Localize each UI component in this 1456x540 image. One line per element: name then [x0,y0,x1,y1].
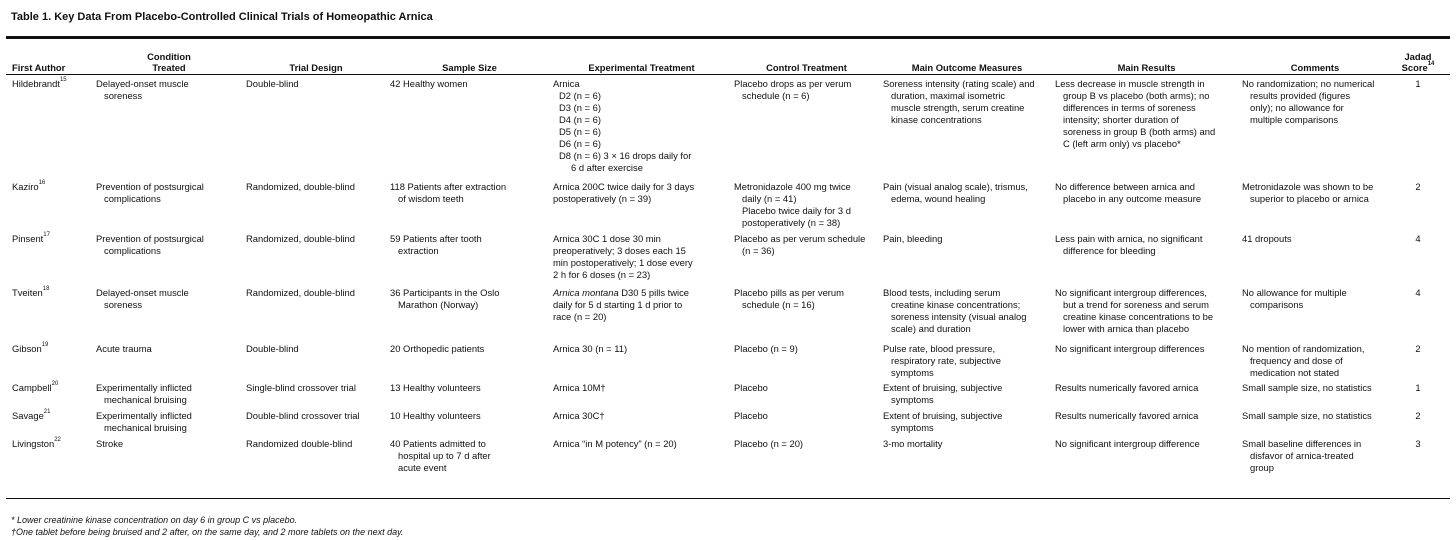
cell-author [12,75,94,181]
trials-table [12,42,1446,482]
cell-score: 2 [1415,181,1421,192]
text-line: Experimentally inflicted [96,410,192,421]
text-line: Arnica 30C† [553,410,605,421]
cell-experimental [551,75,732,181]
text-line: duration, maximal isometric [891,90,1006,101]
text-line: 10 Healthy volunteers [390,410,481,421]
text-line: Less decrease in muscle strength in [1055,78,1205,89]
col-header-jadad: Jadad Score$^{14}$ [1401,51,1435,73]
text-line: of wisdom teeth [398,193,464,204]
text-line: disfavor of arnica-treated [1250,450,1354,461]
cell-comments [1240,233,1390,287]
text-line: Delayed-onset muscle [96,78,189,89]
reference-number: 21 [43,409,51,415]
cell-author [12,382,94,410]
cell-author [12,233,94,287]
text-line: scale) and duration [891,323,971,334]
text-line: Prevention of postsurgical [96,181,204,192]
text-line: 2 h for 6 doses (n = 23) [553,269,651,280]
cell-outcome [881,410,1053,438]
cell-experimental [551,410,732,438]
cell-sample [388,382,551,410]
reference-number: 19 [41,342,49,348]
text-line: intensity; shorter duration of [1063,114,1179,125]
text-line: D5 (n = 6) [559,126,601,137]
cell-author [12,410,94,438]
text-line: 20 Orthopedic patients [390,343,485,354]
cell-experimental [551,382,732,410]
text-line: group B vs placebo (both arms); no [1063,90,1210,101]
text-line: race (n = 20) [553,311,607,322]
cell-experimental [551,287,732,343]
cell-sample [388,438,551,482]
text-line: (n = 36) [742,245,775,256]
text-line: schedule (n = 6) [742,90,810,101]
text-line: D6 (n = 6) [559,138,601,149]
text-line: C (left arm only) vs placebo* [1063,138,1181,149]
author-name: Hildebrandt [12,78,60,89]
cell-score: 1 [1415,78,1421,89]
text-line: Metronidazole 400 mg twice [734,181,851,192]
author-name: Tveiten [12,287,43,298]
text-line: Arnica “in M potency” (n = 20) [553,438,677,449]
text-line: Placebo twice daily for 3 d [742,205,851,216]
cell-condition [94,75,244,181]
col-header-results: Main Results [1117,62,1176,73]
text-line: multiple comparisons [1250,114,1339,125]
cell-score: 1 [1415,382,1421,393]
cell-design: Single-blind crossover trial [246,382,356,393]
cell-outcome [881,233,1053,287]
text-line: Pain (visual analog scale), trismus, [883,181,1028,192]
text-line: Extent of bruising, subjective [883,382,1003,393]
table-row [12,181,1446,233]
text-line: respiratory rate, subjective [891,355,1001,366]
cell-condition [94,233,244,287]
text-line: acute event [398,462,447,473]
cell-design: Double-blind crossover trial [246,410,360,421]
text-line: 42 Healthy women [390,78,468,89]
cell-comments [1240,438,1390,482]
table-title: Table 1. Key Data From Placebo-Controlled Clinical Trials of Homeopathic Arnica [11,11,433,23]
cell-author [12,287,94,343]
text-line: Arnica [553,78,580,89]
author-name: Kaziro [12,181,39,192]
text-line: postoperatively (n = 39) [553,193,652,204]
cell-condition [94,410,244,438]
cell-experimental [551,438,732,482]
text-line: lower with arnica than placebo [1063,323,1190,334]
text-line: placebo in any outcome measure [1063,193,1202,204]
cell-score: 4 [1415,287,1421,298]
cell-design: Randomized, double-blind [246,181,355,192]
cell-comments [1240,410,1390,438]
text-line: hospital up to 7 d after [398,450,491,461]
text-line: Small baseline differences in [1242,438,1362,449]
text-line: 6 d after exercise [571,162,643,173]
cell-experimental [551,343,732,382]
text-line: muscle strength, serum creatine [891,102,1025,113]
text-line: symptoms [891,422,934,433]
author-name: Savage [12,410,44,421]
cell-sample [388,410,551,438]
cell-results [1053,343,1240,382]
reference-number: 15 [59,77,67,83]
cell-score: 2 [1415,343,1421,354]
text-line: Placebo [734,410,768,421]
cell-design: Randomized, double-blind [246,233,355,244]
cell-score: 2 [1415,410,1421,421]
header-row [12,42,1446,75]
text-line: No significant intergroup differences [1055,343,1205,354]
reference-number: 20 [51,381,59,387]
col-header-condition: Condition Treated [147,51,191,73]
cell-results [1053,181,1240,233]
text-line: D8 (n = 6) 3 × 16 drops daily for [559,150,692,161]
cell-comments [1240,181,1390,233]
cell-results [1053,75,1240,181]
cell-results [1053,410,1240,438]
cell-results [1053,382,1240,410]
text-line: 3-mo mortality [883,438,943,449]
text-line: soreness in group B (both arms) and [1063,126,1216,137]
text-line: No allowance for multiple [1242,287,1347,298]
text-line: Stroke [96,438,124,449]
text-line: 13 Healthy volunteers [390,382,481,393]
text-line: D30 5 pills twice [618,287,690,298]
cell-control [732,438,881,482]
cell-comments [1240,75,1390,181]
text-line: results provided (figures [1250,90,1351,101]
text-line: Results numerically favored arnica [1055,382,1199,393]
text-line: group [1250,462,1274,473]
text-line: soreness [104,90,143,101]
text-line: Arnica 30 (n = 11) [553,343,628,354]
text-line: schedule (n = 16) [742,299,815,310]
text-line: Metronidazole was shown to be [1242,181,1374,192]
cell-condition [94,438,244,482]
cell-design: Randomized double-blind [246,438,353,449]
cell-author [12,438,94,482]
bottom-rule [6,498,1450,499]
cell-comments [1240,287,1390,343]
cell-sample [388,233,551,287]
text-line: differences in terms of soreness [1063,102,1196,113]
text-line: Delayed-onset muscle [96,287,189,298]
col-header-experimental: Experimental Treatment [588,62,695,73]
cell-condition [94,382,244,410]
text-line: No difference between arnica and [1055,181,1196,192]
text-line: preoperatively; 3 doses each 15 [553,245,686,256]
cell-condition [94,287,244,343]
col-header-author: First Author [12,62,66,73]
text-line: 41 dropouts [1242,233,1292,244]
text-line: Experimentally inflicted [96,382,192,393]
text-line: creatine kinase concentrations; [891,299,1021,310]
text-line: kinase concentrations [891,114,982,125]
text-line: Soreness intensity (rating scale) and [883,78,1035,89]
cell-outcome [881,438,1053,482]
cell-outcome [881,181,1053,233]
text-line: Arnica 30C 1 dose 30 min [553,233,661,244]
text-line: daily for 5 d starting 1 d prior to [553,299,683,310]
table-row [12,75,1446,181]
text-line: soreness [104,299,143,310]
text-line: D2 (n = 6) [559,90,601,101]
cell-control [732,233,881,287]
table-row [12,287,1446,343]
text-line: but a trend for soreness and serum [1063,299,1209,310]
cell-control [732,382,881,410]
top-rule [6,36,1450,39]
text-line: 118 Patients after extraction [390,181,507,192]
text-line: D4 (n = 6) [559,114,601,125]
cell-design: Double-blind [246,343,299,354]
text-line: symptoms [891,367,934,378]
table-row [12,233,1446,287]
cell-comments [1240,343,1390,382]
text-line: Placebo pills as per verum [734,287,844,298]
reference-number: 16 [38,180,46,186]
text-line: complications [104,193,161,204]
author-name: Gibson [12,343,42,354]
text-line: Arnica 200C twice daily for 3 days [553,181,695,192]
col-header-outcome: Main Outcome Measures [911,62,1023,73]
text-line: edema, wound healing [891,193,986,204]
cell-condition [94,343,244,382]
author-name: Livingston [12,438,55,449]
text-line: soreness intensity (visual analog [891,311,1027,322]
cell-design: Randomized, double-blind [246,287,355,298]
text-line: Placebo [734,382,768,393]
text-line: difference for bleeding [1063,245,1156,256]
cell-experimental [551,181,732,233]
text-line: Small sample size, no statistics [1242,410,1372,421]
text-line: mechanical bruising [104,422,187,433]
col-header-sample: Sample Size [442,62,497,73]
species-name: Arnica montana [553,287,619,298]
cell-outcome [881,382,1053,410]
text-line: D3 (n = 6) [559,102,601,113]
cell-sample [388,343,551,382]
text-line: creatine kinase concentrations to be [1063,311,1214,322]
text-line: min postoperatively; 1 dose every [553,257,693,268]
text-line: 36 Participants in the Oslo [390,287,500,298]
cell-sample [388,181,551,233]
text-line: Acute trauma [96,343,152,354]
reference-number: 22 [54,437,61,443]
text-line: frequency and dose of [1250,355,1343,366]
text-line: No randomization; no numerical [1242,78,1375,89]
text-line: Placebo drops as per verum [734,78,852,89]
text-line: Placebo (n = 20) [734,438,804,449]
text-line: Pain, bleeding [883,233,943,244]
text-line: complications [104,245,161,256]
text-line: No mention of randomization, [1242,343,1365,354]
cell-score: 4 [1415,233,1421,244]
col-header-comments: Comments [1290,62,1340,73]
cell-experimental [551,233,732,287]
text-line: Blood tests, including serum [883,287,1001,298]
text-line: No significant intergroup differences, [1055,287,1207,298]
author-name: Campbell [12,382,52,393]
col-header-control: Control Treatment [766,62,847,73]
text-line: extraction [398,245,439,256]
cell-author [12,343,94,382]
reference-number: 17 [43,232,50,238]
text-line: Less pain with arnica, no significant [1055,233,1203,244]
author-name: Pinsent [12,233,44,244]
text-line: Placebo as per verum schedule [734,233,866,244]
text-line: Placebo (n = 9) [734,343,798,354]
cell-control [732,410,881,438]
text-line: 40 Patients admitted to [390,438,486,449]
cell-condition [94,181,244,233]
text-line: mechanical bruising [104,394,187,405]
text-line: Arnica 10M† [553,382,606,393]
cell-score: 3 [1415,438,1421,449]
cell-sample [388,287,551,343]
table-row [12,410,1446,438]
text-line: superior to placebo or arnica [1250,193,1369,204]
cell-outcome [881,343,1053,382]
text-line: comparisons [1250,299,1304,310]
cell-sample [388,75,551,181]
cell-control [732,287,881,343]
cell-results [1053,233,1240,287]
cell-author [12,181,94,233]
text-line: medication not stated [1250,367,1340,378]
cell-comments [1240,382,1390,410]
text-line: 59 Patients after tooth [390,233,482,244]
cell-control [732,343,881,382]
table-row [12,438,1446,482]
text-line: Pulse rate, blood pressure, [883,343,996,354]
col-header-design: Trial Design [289,62,343,73]
text-line: Marathon (Norway) [398,299,479,310]
table-row [12,382,1446,410]
cell-design: Double-blind [246,78,299,89]
table-row [12,343,1446,382]
text-line: symptoms [891,394,934,405]
text-line: Extent of bruising, subjective [883,410,1003,421]
text-line: No significant intergroup difference [1055,438,1200,449]
cell-outcome [881,287,1053,343]
text-line: daily (n = 41) [742,193,797,204]
text-line: postoperatively (n = 38) [742,217,841,228]
cell-results [1053,287,1240,343]
cell-results [1053,438,1240,482]
text-line: Small sample size, no statistics [1242,382,1372,393]
footnote-asterisk: * Lower creatinine kinase concentration on day 6 in group C vs placebo. [11,515,298,525]
cell-control [732,181,881,233]
text-line: Results numerically favored arnica [1055,410,1199,421]
text-line: only); no allowance for [1250,102,1344,113]
cell-outcome [881,75,1053,181]
text-line: Prevention of postsurgical [96,233,204,244]
reference-number: 18 [42,286,50,292]
footnotes [11,514,403,538]
cell-control [732,75,881,181]
footnote-dagger: †One tablet before being bruised and 2 after, on the same day, and 2 more tablets on the next day. [11,527,404,537]
